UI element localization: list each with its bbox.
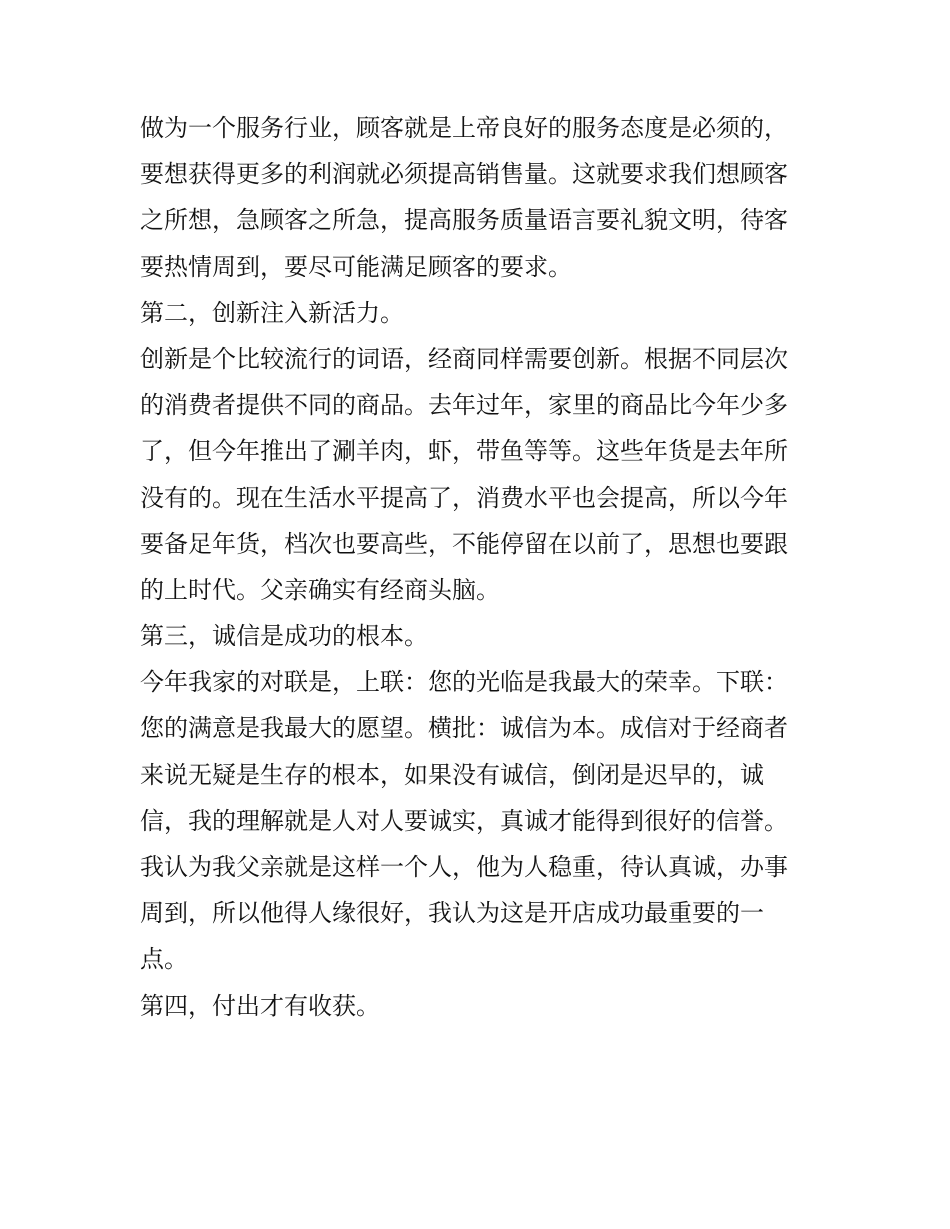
heading-line: 第二，创新注入新活力。: [140, 298, 404, 327]
paragraph-service: [140, 105, 825, 290]
document-body: [140, 105, 825, 1029]
text-line: 没有的。现在生活水平提高了，消费水平也会提高，所以今年: [140, 483, 788, 512]
text-line: 之所想，急顾客之所急，提高服务质量语言要礼貌文明，待客: [140, 206, 788, 235]
section-heading-effort: [140, 983, 825, 1029]
text-line: 的消费者提供不同的商品。去年过年，家里的商品比今年少多: [140, 391, 788, 420]
text-line: 点。: [140, 945, 188, 974]
text-line: 我认为我父亲就是这样一个人，他为人稳重，待认真诚，办事: [140, 853, 788, 881]
text-line: 要热情周到，要尽可能满足顾客的要求。: [140, 252, 572, 281]
paragraph-innovation: [140, 336, 825, 613]
text-line: 创新是个比较流行的词语，经商同样需要创新。根据不同层次: [140, 344, 788, 373]
text-line: 来说无疑是生存的根本，如果没有诚信，倒闭是迟早的，诚: [140, 760, 764, 789]
heading-line: 第三，诚信是成功的根本。: [140, 622, 428, 651]
text-line: 要备足年货，档次也要高些，不能停留在以前了，思想也要跟: [140, 529, 788, 558]
heading-line: 第四，付出才有收获。: [140, 991, 380, 1020]
text-line: 您的满意是我最大的愿望。横批：诚信为本。成信对于经商者: [140, 714, 788, 743]
paragraph-integrity: [140, 659, 825, 982]
text-line: 信，我的理解就是人对人要诚实，真诚才能得到很好的信誉。: [140, 806, 788, 835]
text-line: 了，但今年推出了涮羊肉，虾，带鱼等等。这些年货是去年所: [140, 437, 788, 466]
text-line: 周到，所以他得人缘很好，我认为这是开店成功最重要的一: [140, 899, 764, 928]
text-line: 今年我家的对联是，上联：您的光临是我最大的荣幸。下联：: [140, 668, 788, 697]
section-heading-integrity: [140, 613, 825, 659]
text-line: 要想获得更多的利润就必须提高销售量。这就要求我们想顾客: [140, 160, 788, 189]
text-line: 做为一个服务行业，顾客就是上帝良好的服务态度是必须的，: [140, 114, 788, 142]
text-line: 的上时代。父亲确实有经商头脑。: [140, 575, 500, 604]
section-heading-innovation: [140, 290, 825, 336]
